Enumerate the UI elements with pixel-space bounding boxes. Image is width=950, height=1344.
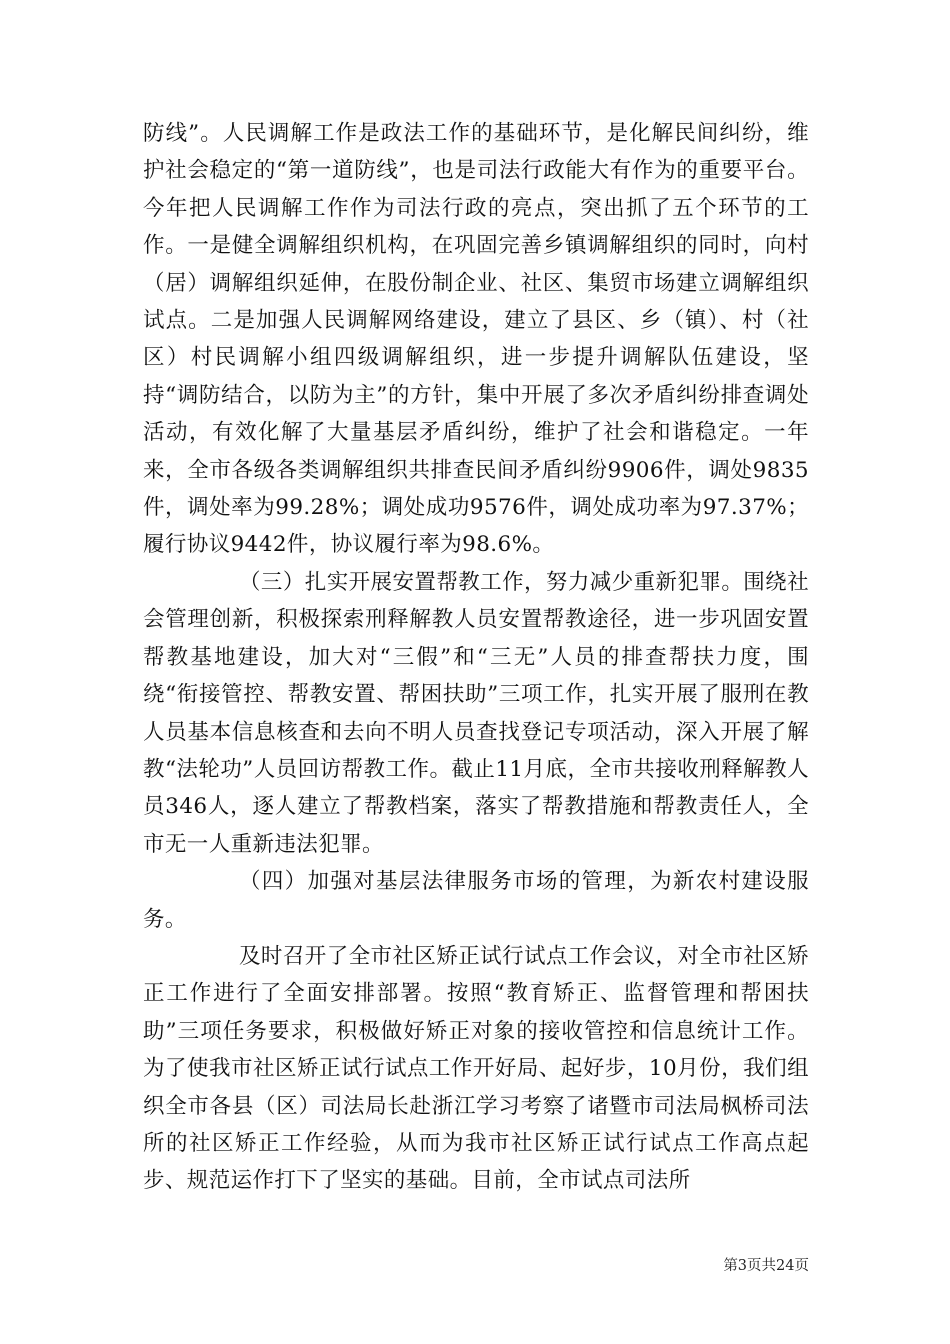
page-number-footer: 第3页共24页 [723, 1258, 809, 1274]
document-body [143, 115, 809, 1200]
paragraph-mediation: 防线”。人民调解工作是政法工作的基础环节，是化解民间纠纷，维护社会稳定的“第一道防线”，也是司法行政能大有作为的重要平台。今年把人民调解工作作为司法行政的亮点，突出抓了五个环节的工作。一是健全调解组织机构，在巩固完善乡镇调解组织的同时，向村（居）调解组织延伸，在股份制企业、社区、集贸市场建立调解组织试点。二是加强人民调解网络建设，建立了县区、乡（镇）、村（社区）村民调解小组四级调解组织，进一步提升调解队伍建设，坚持“调防结合，以防为主”的方针，集中开展了多次矛盾纠纷排查调处活动，有效化解了大量基层矛盾纠纷，维护了社会和谐稳定。一年来，全市各级各类调解组织共排查民间矛盾纠纷9906件，调处9835件，调处率为99.28%；调处成功9576件，调处成功率为97.37%；履行协议9442件，协议履行率为98.6%。 [143, 121, 809, 558]
paragraph-community-correction: 及时召开了全市社区矫正试行试点工作会议，对全市社区矫正工作进行了全面安排部署。按照“教育矫正、监督管理和帮困扶助”三项任务要求，积极做好矫正对象的接收管控和信息统计工作。为了使我市社区矫正试行试点工作开好局、起好步，10月份，我们组织全市各县（区）司法局长赴浙江学习考察了诸暨市司法局枫桥司法所的社区矫正工作经验，从而为我市社区矫正试行试点工作高点起步、规范运作打下了坚实的基础。目前，全市试点司法所 [143, 943, 809, 1194]
paragraph-legal-services-heading: （四）加强对基层法律服务市场的管理，为新农村建设服务。 [143, 869, 809, 932]
paragraph-resettlement: （三）扎实开展安置帮教工作，努力减少重新犯罪。围绕社会管理创新，积极探索刑释解教人员安置帮教途径，进一步巩固安置帮教基地建设，加大对“三假”和“三无”人员的排查帮扶力度，围绕“衔接管控、帮教安置、帮困扶助”三项工作，扎实开展了服刑在教人员基本信息核查和去向不明人员查找登记专项活动，深入开展了解教“法轮功”人员回访帮教工作。截止11月底，全市共接收刑释解教人员346人，逐人建立了帮教档案，落实了帮教措施和帮教责任人，全市无一人重新违法犯罪。 [143, 569, 809, 857]
